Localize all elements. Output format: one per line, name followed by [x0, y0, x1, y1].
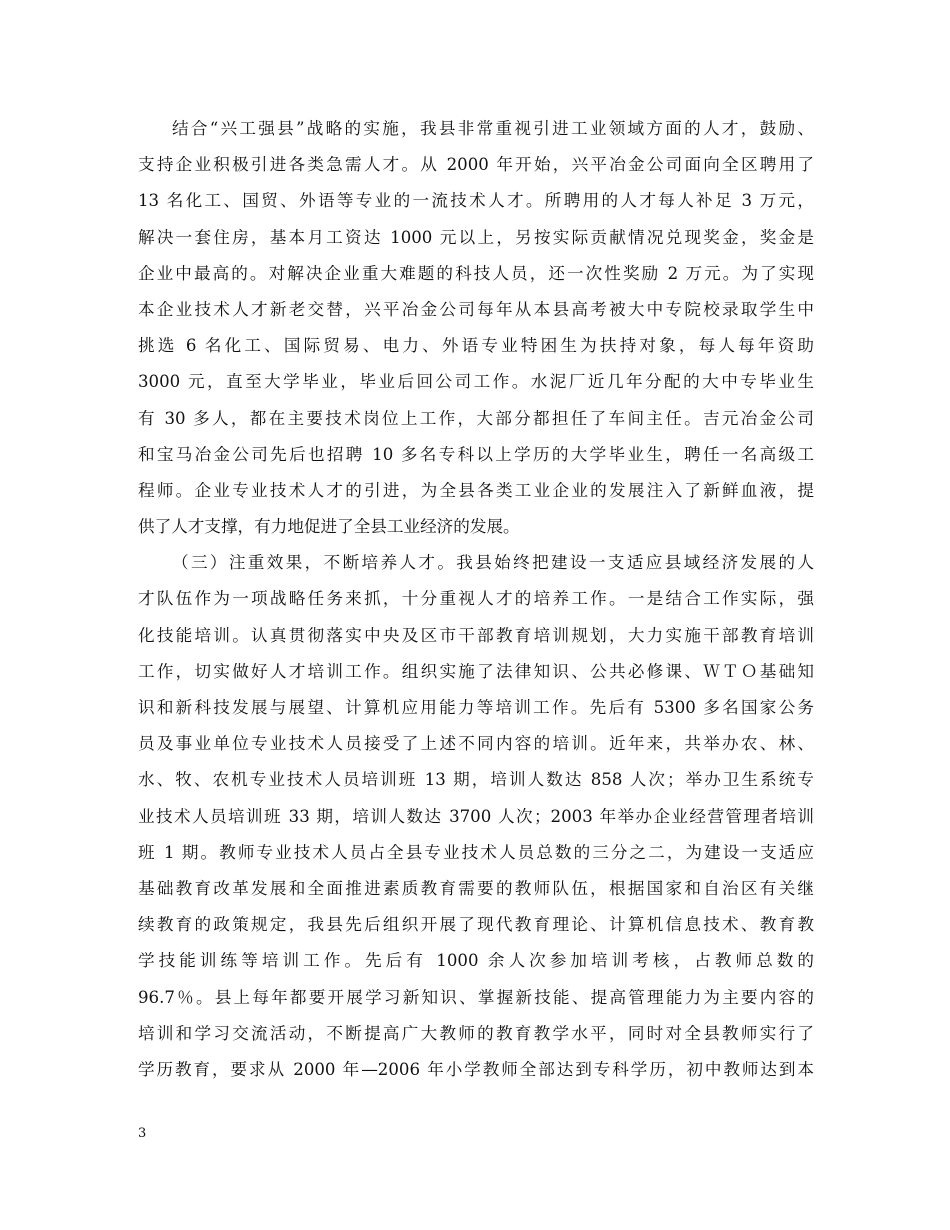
text-line: 学技能训练等培训工作。先后有 1000 余人次参加培训考核，占教师总数的 — [138, 951, 814, 971]
text-line: 续教育的政策规定，我县先后组织开展了现代教育理论、计算机信息技术、教育教 — [138, 915, 814, 935]
body-text — [138, 111, 814, 1088]
text-line: 员及事业单位专业技术人员接受了上述不同内容的培训。近年来，共举办农、林、 — [138, 734, 814, 754]
text-line: 基础教育改革发展和全面推进素质教育需要的教师队伍，根据国家和自治区有关继 — [138, 878, 814, 898]
text-line: 才队伍作为一项战略任务来抓，十分重视人才的培养工作。一是结合工作实际，强 — [138, 589, 814, 609]
text-line: 供了人才支撑，有力地促进了全县工业经济的发展。 — [138, 517, 520, 537]
text-line: 工作，切实做好人才培训工作。组织实施了法律知识、公共必修课、ＷＴＯ基础知 — [138, 661, 814, 681]
page-number: 3 — [138, 1126, 147, 1141]
text-line: 识和新科技发展与展望、计算机应用能力等培训工作。先后有 5300 多名国家公务 — [138, 698, 814, 717]
text-line: 挑选 6 名化工、国际贸易、电力、外语专业特困生为扶持对象，每人每年资助 — [138, 336, 814, 356]
text-line: 业技术人员培训班 33 期，培训人数达 3700 人次；2003 年举办企业经营管理者培训 — [138, 806, 814, 826]
text-line: 96.7％。县上每年都要开展学习新知识、掌握新技能、提高管理能力为主要内容的 — [138, 987, 814, 1007]
text-line: 和宝马冶金公司先后也招聘 10 多名专科以上学历的大学毕业生，聘任一名高级工 — [138, 444, 814, 464]
text-line: 培训和学习交流活动，不断提高广大教师的教育教学水平，同时对全县教师实行了 — [138, 1023, 814, 1043]
text-line: 有 30 多人，都在主要技术岗位上工作，大部分都担任了车间主任。吉元冶金公司 — [138, 408, 814, 428]
text-line: 班 1 期。教师专业技术人员占全县专业技术人员总数的三分之二，为建设一支适应 — [138, 842, 814, 862]
text-line: 解决一套住房，基本月工资达 1000 元以上，另按实际贡献情况兑现奖金，奖金是 — [138, 227, 814, 247]
text-line: 程师。企业专业技术人才的引进，为全县各类工业企业的发展注入了新鲜血液，提 — [138, 480, 814, 500]
text-line: 13 名化工、国贸、外语等专业的一流技术人才。所聘用的人才每人补足 3 万元， — [138, 191, 814, 211]
text-line: 企业中最高的。对解决企业重大难题的科技人员，还一次性奖励 2 万元。为了实现 — [138, 263, 814, 283]
text-line: 本企业技术人才新老交替，兴平冶金公司每年从本县高考被大中专院校录取学生中 — [138, 299, 814, 319]
text-line: （三）注重效果，不断培养人才。我县始终把建设一支适应县域经济发展的人 — [172, 553, 814, 573]
text-line: 结合“兴工强县”战略的实施，我县非常重视引进工业领域方面的人才，鼓励、 — [172, 119, 814, 138]
text-line: 化技能培训。认真贯彻落实中央及区市干部教育培训规划，大力实施干部教育培训 — [138, 625, 814, 645]
text-line: 支持企业积极引进各类急需人才。从 2000 年开始，兴平冶金公司面向全区聘用了 — [138, 155, 814, 175]
text-line: 学历教育，要求从 2000 年—2006 年小学教师全部达到专科学历，初中教师达到本 — [138, 1059, 814, 1079]
text-line: 3000 元，直至大学毕业，毕业后回公司工作。水泥厂近几年分配的大中专毕业生 — [138, 372, 814, 392]
text-line: 水、牧、农机专业技术人员培训班 13 期，培训人数达 858 人次；举办卫生系统专 — [138, 770, 814, 790]
